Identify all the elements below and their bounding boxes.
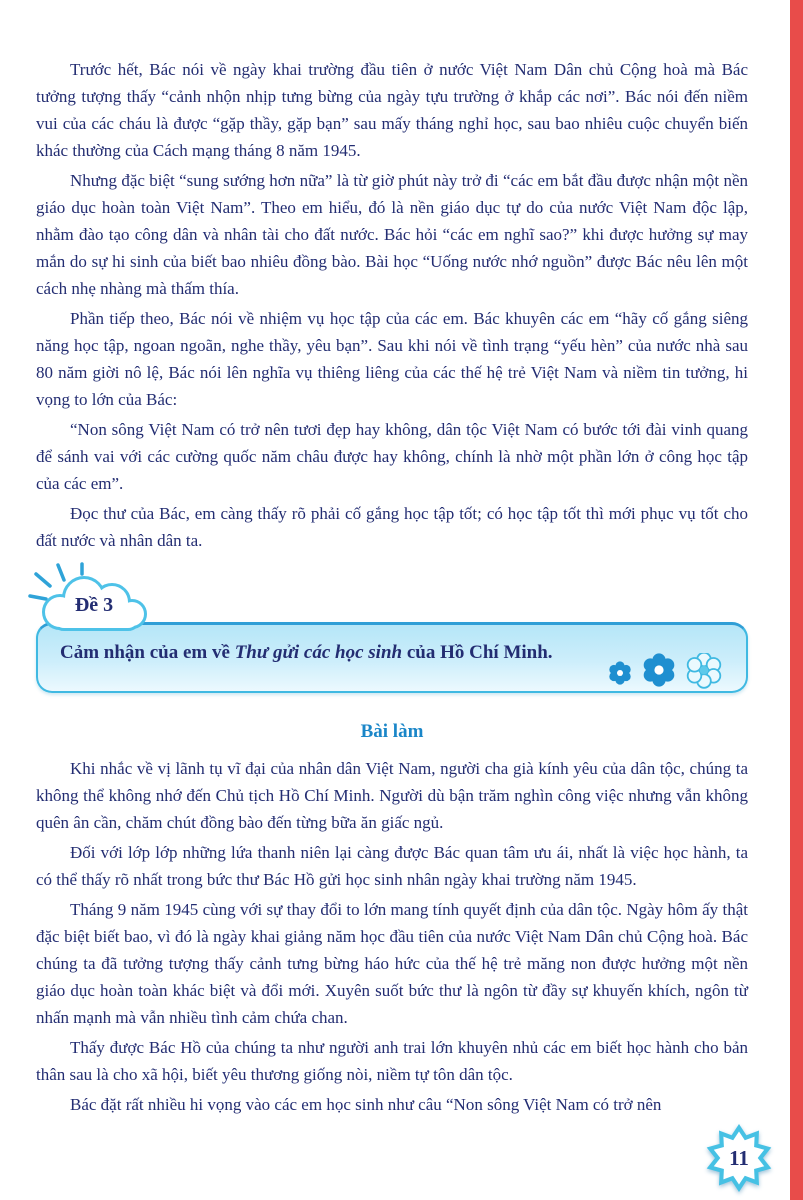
page-content bbox=[36, 56, 748, 1121]
paragraph: “Non sông Việt Nam có trở nên tươi đẹp hay không, dân tộc Việt Nam có bước tới đài vinh quang để sánh vai với các cường quốc năm châu được hay không, chính là nhờ một phần lớn ở công học tập của các em”. bbox=[36, 420, 748, 493]
essay-heading: Bài làm bbox=[360, 721, 424, 742]
paragraph: Đọc thư của Bác, em càng thấy rõ phải cố gắng học tập tốt; có học tập tốt thì mới phục vụ tốt cho đất nước và nhân dân ta. bbox=[36, 504, 748, 550]
paragraph: Nhưng đặc biệt “sung sướng hơn nữa” là từ giờ phút này trở đi “các em bắt đầu được nhận một nền giáo dục hoàn toàn Việt Nam”. Theo em hiểu, đó là nền giáo dục tự do của nước Việt Nam độc lập, nhằm đào tạo công dân và nhân tài cho đất nước. Bác hỏi “các em nghĩ sao?” khi được hưởng sự may mắn do sự hi sinh của biết bao nhiêu đồng bào. Bài học “Uống nước nhớ nguồn” được Bác nêu lên một cách nhẹ nhàng mà thấm thía. bbox=[36, 171, 748, 298]
paragraph: Đối với lớp lớp những lứa thanh niên lại càng được Bác quan tâm ưu ái, nhất là việc học hành, ta có thể thấy rõ nhất trong bức thư Bác Hồ gửi học sinh nhân ngày khai trường năm 1945. bbox=[36, 843, 748, 889]
prompt-title-prefix: Cảm nhận của em về bbox=[60, 642, 235, 663]
page-number: 11 bbox=[729, 1145, 749, 1170]
essay-prompt-block bbox=[36, 562, 748, 702]
paragraph: Bác đặt rất nhiều hi vọng vào các em học sinh như câu “Non sông Việt Nam có trở nên bbox=[70, 1095, 662, 1114]
paragraph: Thấy được Bác Hồ của chúng ta như người anh trai lớn khuyên nhủ các em biết học hành cho bản thân sau là cho xã hội, biết yêu thương giống nòi, niềm tự tôn dân tộc. bbox=[36, 1038, 748, 1084]
paragraph: Trước hết, Bác nói về ngày khai trường đầu tiên ở nước Việt Nam Dân chủ Cộng hoà mà Bác tưởng tượng thấy “cảnh nhộn nhịp tưng bừng của ngày tựu trường ở khắp các nơi”. Bác nói đến niềm vui của các cháu là được “gặp thầy, gặp bạn” sau mấy tháng nghỉ học, sau bao nhiêu cuộc chuyển biến khác thường của Cách mạng tháng 8 năm 1945. bbox=[36, 60, 748, 160]
prompt-title-work-name: Thư gửi các học sinh bbox=[234, 642, 403, 663]
paragraph: Khi nhắc về vị lãnh tụ vĩ đại của nhân dân Việt Nam, người cha già kính yêu của dân tộc, chúng ta không thể không nhớ đến Chủ tịch Hồ Chí Minh. Người dù bận trăm nghìn công việc nhưng vẫn không quên ân cần, chăm chút đồng bào đến từng bữa ăn giấc ngủ. bbox=[36, 759, 748, 832]
page-edge-strip bbox=[790, 0, 803, 1200]
prompt-title-suffix: của Hồ Chí Minh. bbox=[402, 642, 553, 663]
flower-icons bbox=[604, 653, 736, 689]
paragraph: Phần tiếp theo, Bác nói về nhiệm vụ học tập của các em. Bác khuyên các em “hãy cố gắng siêng năng học tập, ngoan ngoãn, nghe thầy, yêu bạn”. Sau khi nói về tình trạng “yếu hèn” của nước nhà sau 80 năm giời nô lệ, Bác nói lên nghĩa vụ thiêng liêng của các thế hệ trẻ Việt Nam và niềm tin tưởng, hi vọng to lớn của Bác: bbox=[36, 309, 748, 409]
paragraph: Tháng 9 năm 1945 cùng với sự thay đổi to lớn mang tính quyết định của dân tộc. Ngày hôm ấy thật đặc biệt biết bao, vì đó là ngày khai giảng năm học đầu tiên của nước Việt Nam Dân chủ Cộng hoà. Bác chúng ta đã tưởng tượng thấy cảnh tưng bừng háo hức của thế hệ trẻ măng non được hưởng một nền giáo dục hoàn toàn khác biệt và đổi mới. Xuyên suốt bức thư là ngôn từ đầy sự khuyến khích, ngôn từ nhấn mạnh mà vẫn nhiều tình cảm chứa chan. bbox=[36, 900, 748, 1027]
prompt-badge: Đề 3 bbox=[74, 594, 114, 616]
page-number-badge bbox=[703, 1122, 775, 1194]
